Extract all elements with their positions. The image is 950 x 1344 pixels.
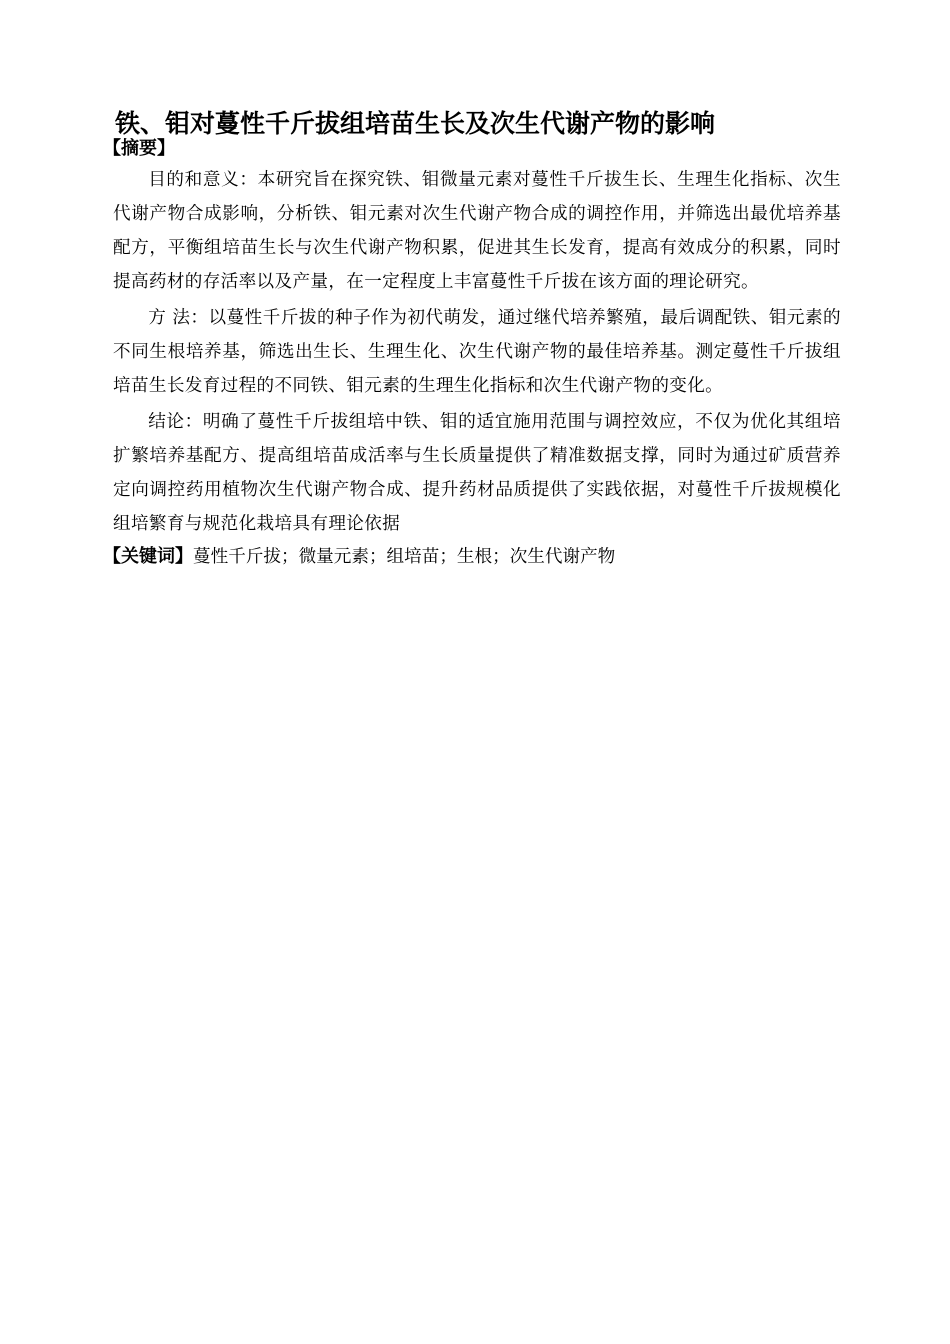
abstract-purpose-paragraph <box>113 163 841 299</box>
method-text: 以蔓性千斤拔的种子作为初代萌发，通过继代培养繁殖，最后调配铁、钼元素的不同生根培养基，筛选出生长、生理生化、次生代谢产物的最佳培养基。测定蔓性千斤拔组培苗生长发育过程的不同铁、钼元素的生理生化指标和次生代谢产物的变化。 <box>113 308 841 396</box>
abstract-conclusion-paragraph <box>113 405 841 541</box>
abstract-method-paragraph <box>113 301 841 403</box>
purpose-label: 目的和意义： <box>148 170 258 190</box>
abstract-section <box>103 108 841 573</box>
purpose-text: 本研究旨在探究铁、钼微量元素对蔓性千斤拔生长、生理生化指标、次生代谢产物合成影响，分析铁、钼元素对次生代谢产物合成的调控作用，并筛选出最优培养基配方，平衡组培苗生长与次生代谢产物积累，促进其生长发育，提高有效成分的积累，同时提高药材的存活率以及产量，在一定程度上丰富蔓性千斤拔在该方面的理论研究。 <box>113 170 841 292</box>
keywords-label: 【关键词】 <box>103 546 193 567</box>
abstract-heading: 【摘要】 <box>103 138 175 159</box>
keywords-line <box>103 541 841 573</box>
paper-title: 铁、钼对蔓性千斤拔组培苗生长及次生代谢产物的影响 <box>115 109 716 138</box>
method-label: 方 法： <box>148 308 209 328</box>
conclusion-label: 结论： <box>148 412 203 432</box>
keywords-text: 蔓性千斤拔；微量元素；组培苗；生根；次生代谢产物 <box>193 547 616 567</box>
conclusion-text: 明确了蔓性千斤拔组培中铁、钼的适宜施用范围与调控效应，不仅为优化其组培扩繁培养基配方、提高组培苗成活率与生长质量提供了精准数据支撑，同时为通过矿质营养定向调控药用植物次生代谢产物合成、提升药材品质提供了实践依据，对蔓性千斤拔规模化组培繁育与规范化栽培具有理论依据 <box>113 412 841 534</box>
